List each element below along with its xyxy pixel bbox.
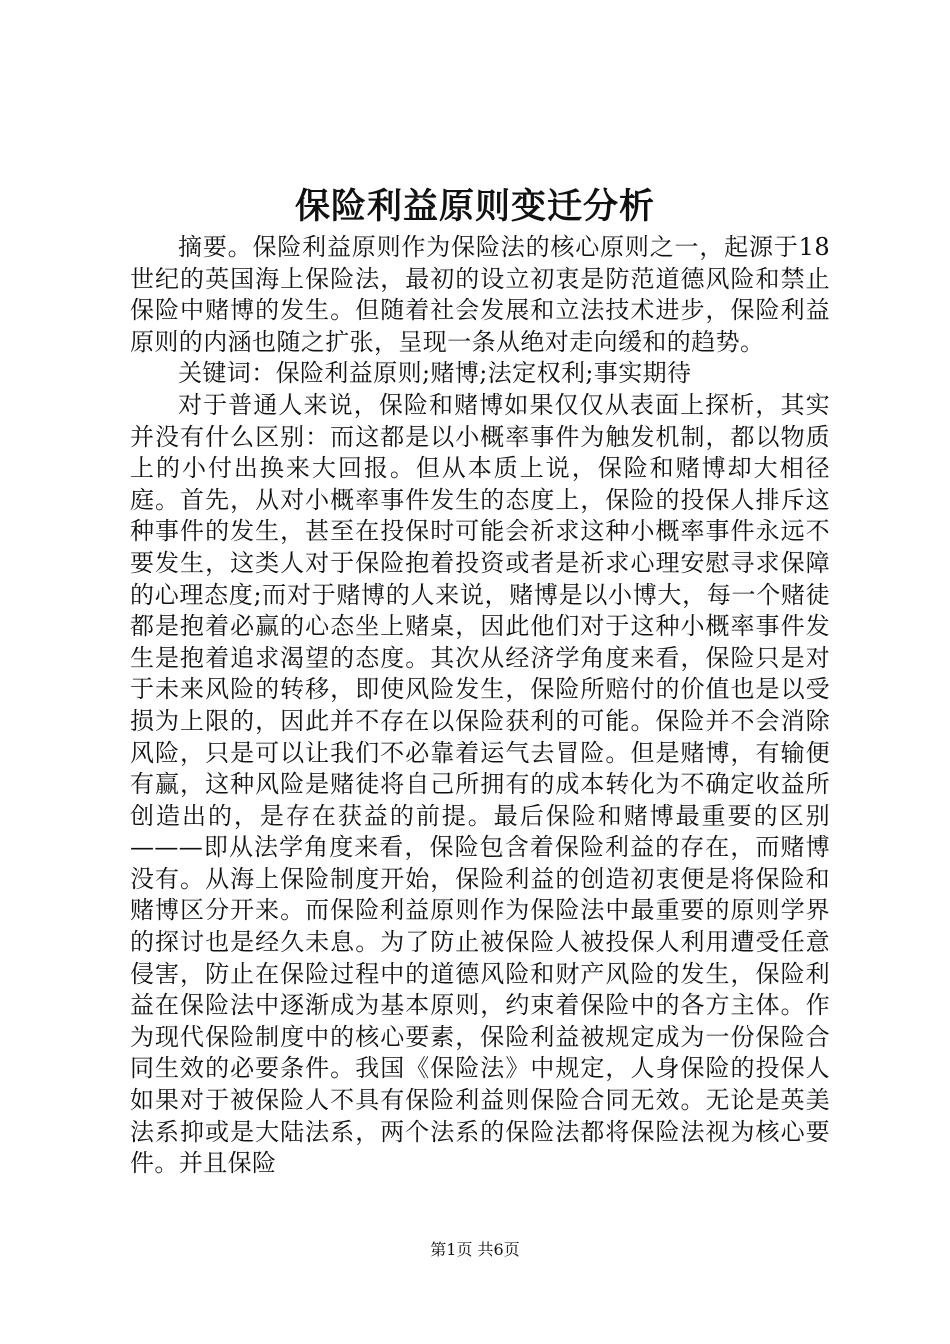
document-title: 保险利益原则变迁分析	[294, 187, 655, 227]
document-body	[130, 232, 830, 1180]
abstract-paragraph: 摘要。保险利益原则作为保险法的核心原则之一，起源于18世纪的英国海上保险法，最初的设立初衷是防范道德风险和禁止保险中赌博的发生。但随着社会发展和立法技术进步，保险利益原则的内涵也随之扩张，呈现一条从绝对走向缓和的趋势。	[130, 233, 830, 356]
page-number-footer: 第1页 共6页	[430, 1240, 520, 1259]
keywords-paragraph: 关键词：保险利益原则;赌博;法定权利;事实期待	[178, 359, 692, 388]
body-paragraph: 对于普通人来说，保险和赌博如果仅仅从表面上探析，其实并没有什么区别：而这都是以小概率事件为触发机制，都以物质上的小付出换来大回报。但从本质上说，保险和赌博却大相径庭。首先，从对小概率事件发生的态度上，保险的投保人排斥这种事件的发生，甚至在投保时可能会祈求这种小概率事件永远不要发生，这类人对于保险抱着投资或者是祈求心理安慰寻求保障的心理态度;而对于赌博的人来说，赌博是以小博大，每一个赌徒都是抱着必赢的心态坐上赌桌，因此他们对于这种小概率事件发生是抱着追求渴望的态度。其次从经济学角度来看，保险只是对于未来风险的转移，即使风险发生，保险所赔付的价值也是以受损为上限的，因此并不存在以保险获利的可能。保险并不会消除风险，只是可以让我们不必靠着运气去冒险。但是赌博，有输便有赢，这种风险是赌徒将自己所拥有的成本转化为不确定收益所创造出的，是存在获益的前提。最后保险和赌博最重要的区别———即从法学角度来看，保险包含着保险利益的存在，而赌博没有。从海上保险制度开始，保险利益的创造初衷便是将保险和赌博区分开来。而保险利益原则作为保险法中最重要的原则学界的探讨也是经久未息。为了防止被保险人被投保人利用遭受任意侵害，防止在保险过程中的道德风险和财产风险的发生，保险利益在保险法中逐渐成为基本原则，约束着保险中的各方主体。作为现代保险制度中的核心要素，保险利益被规定成为一份保险合同生效的必要条件。我国《保险法》中规定，人身保险的投保人如果对于被保险人不具有保险利益则保险合同无效。无论是英美法系抑或是大陆法系，两个法系的保险法都将保险法视为核心要件。并且保险	[130, 390, 830, 1178]
